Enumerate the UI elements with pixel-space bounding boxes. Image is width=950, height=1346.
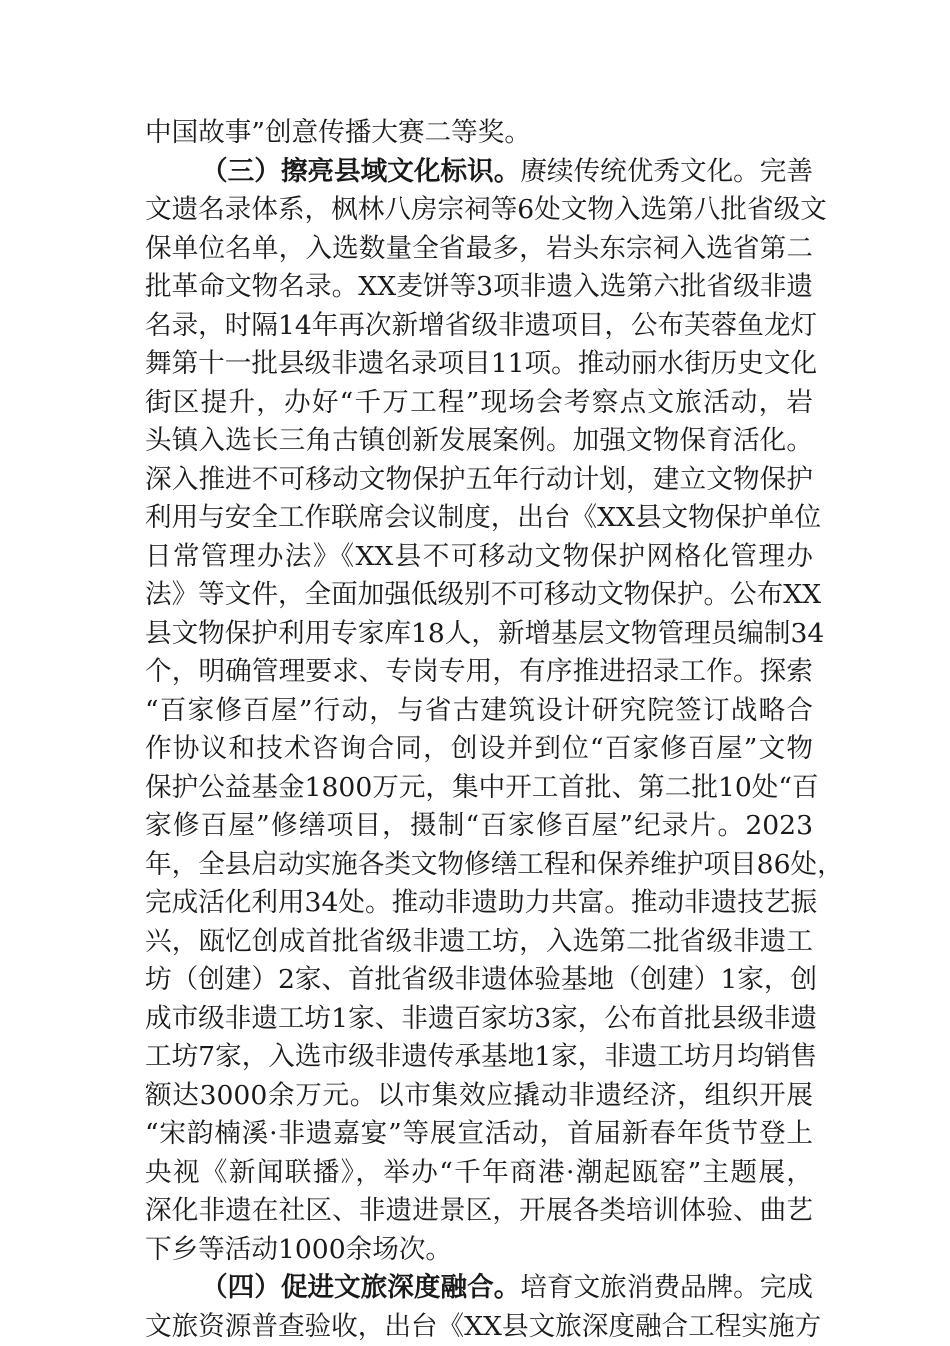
text-line: 个，明确管理要求、专岗专用，有序推进招录工作。探索 (145, 653, 813, 692)
section-heading-line (145, 153, 813, 192)
text-line: 批革命文物名录。XX麦饼等3项非遗入选第六批省级非遗 (145, 268, 813, 307)
text-line: 利用与安全工作联席会议制度，出台《XX县文物保护单位 (145, 499, 813, 538)
text-line: 深入推进不可移动文物保护五年行动计划，建立文物保护 (145, 461, 813, 500)
text-line: 额达3000余万元。以市集效应撬动非遗经济，组织开展 (145, 1077, 813, 1116)
text-line: 街区提升，办好“千万工程”现场会考察点文旅活动，岩 (145, 384, 813, 423)
body-text (145, 114, 813, 1346)
section-heading-line (145, 1269, 813, 1308)
section-heading: （四）促进文旅深度融合。 (201, 1272, 520, 1303)
text-line: 日常管理办法》《XX县不可移动文物保护网格化管理办 (145, 538, 813, 577)
text-line: 年，全县启动实施各类文物修缮工程和保养维护项目86处， (145, 846, 813, 885)
text-line: 法》等文件，全面加强低级别不可移动文物保护。公布XX (145, 576, 813, 615)
text-line: 工坊7家，入选市级非遗传承基地1家，非遗工坊月均销售 (145, 1038, 813, 1077)
text-line: 兴，瓯忆创成首批省级非遗工坊，入选第二批省级非遗工 (145, 923, 813, 962)
text-line: 中国故事”创意传播大赛二等奖。 (145, 114, 813, 153)
text-line: 央视《新闻联播》，举办“千年商港·潮起瓯窑”主题展， (145, 1154, 813, 1193)
text-line: “百家修百屋”行动，与省古建筑设计研究院签订战略合 (145, 692, 813, 731)
text-line: 舞第十一批县级非遗名录项目11项。推动丽水街历史文化 (145, 345, 813, 384)
text-line: 县文物保护利用专家库18人，新增基层文物管理员编制34 (145, 615, 813, 654)
text-line: 家修百屋”修缮项目，摄制“百家修百屋”纪录片。2023 (145, 807, 813, 846)
text-line: 坊（创建）2家、首批省级非遗体验基地（创建）1家，创 (145, 961, 813, 1000)
section-heading-rest: 赓续传统优秀文化。完善 (520, 156, 813, 187)
text-line: 文旅资源普查验收，出台《XX县文旅深度融合工程实施方 (145, 1308, 813, 1346)
text-line: 保护公益基金1800万元，集中开工首批、第二批10处“百 (145, 769, 813, 808)
text-line: 名录，时隔14年再次新增省级非遗项目，公布芙蓉鱼龙灯 (145, 307, 813, 346)
text-line: 头镇入选长三角古镇创新发展案例。加强文物保育活化。 (145, 422, 813, 461)
text-line: 深化非遗在社区、非遗进景区，开展各类培训体验、曲艺 (145, 1192, 813, 1231)
text-line: “宋韵楠溪·非遗嘉宴”等展宣活动，首届新春年货节登上 (145, 1115, 813, 1154)
section-heading: （三）擦亮县域文化标识。 (201, 156, 520, 187)
text-line: 下乡等活动1000余场次。 (145, 1231, 813, 1270)
text-line: 保单位名单，入选数量全省最多，岩头东宗祠入选省第二 (145, 230, 813, 269)
text-line: 成市级非遗工坊1家、非遗百家坊3家，公布首批县级非遗 (145, 1000, 813, 1039)
text-line: 作协议和技术咨询合同，创设并到位“百家修百屋”文物 (145, 730, 813, 769)
text-line: 文遗名录体系，枫林八房宗祠等6处文物入选第八批省级文 (145, 191, 813, 230)
text-line: 完成活化利用34处。推动非遗助力共富。推动非遗技艺振 (145, 884, 813, 923)
section-heading-rest: 培育文旅消费品牌。完成 (520, 1272, 813, 1303)
